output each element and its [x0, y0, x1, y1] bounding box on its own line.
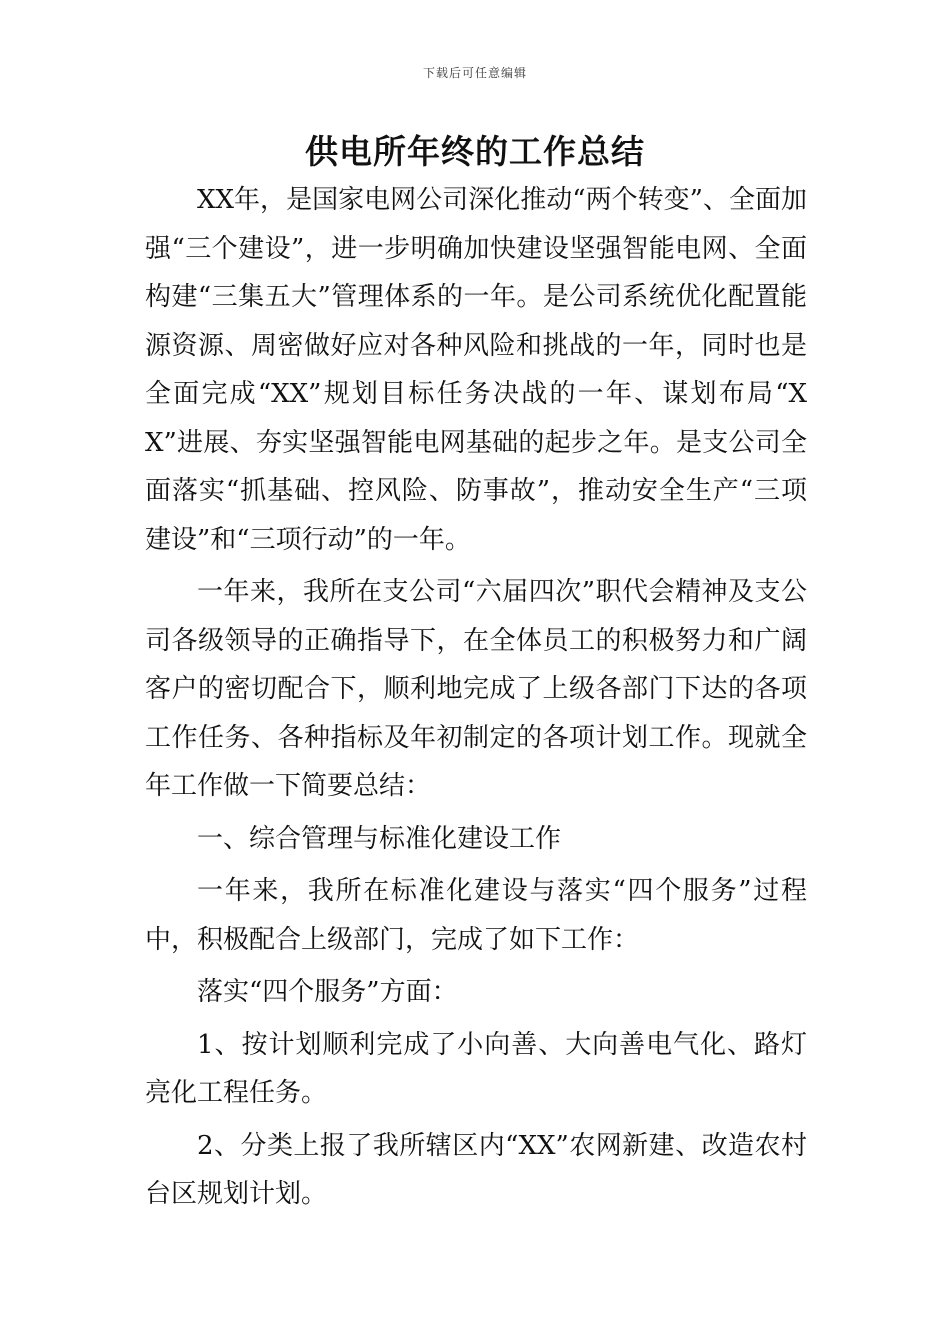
section-heading-1: 一、综合管理与标准化建设工作 [197, 823, 562, 854]
document-title: 供电所年终的工作总结 [305, 132, 645, 171]
paragraph-year-review: 一年来，我所在支公司“六届四次”职代会精神及支公司各级领导的正确指导下，在全体员工的积极努力和广阔客户的密切配合下，顺利地完成了上级各部门下达的各项工作任务、各种指标及年初制定的各项计划工作。现就全年工作做一下简要总结： [145, 577, 807, 801]
paragraph-intro: XX年，是国家电网公司深化推动“两个转变”、全面加强“三个建设”，进一步明确加快建设坚强智能电网、全面构建“三集五大”管理体系的一年。是公司系统优化配置能源资源、周密做好应对各种风险和挑战的一年，同时也是全面完成“XX”规划目标任务决战的一年、谋划布局“XX”进展、夯实坚强智能电网基础的起步之年。是支公司全面落实“抓基础、控风险、防事故”，推动安全生产“三项建设”和“三项行动”的一年。 [145, 185, 807, 555]
list-item-1: 1、按计划顺利完成了小向善、大向善电气化、路灯亮化工程任务。 [145, 1029, 807, 1108]
document-body [145, 176, 807, 1219]
paragraph-standardization: 一年来，我所在标准化建设与落实“四个服务”过程中，积极配合上级部门，完成了如下工作： [145, 876, 807, 955]
page-header-note: 下载后可任意编辑 [422, 66, 527, 80]
paragraph-four-services: 落实“四个服务”方面： [197, 977, 458, 1007]
list-item-2: 2、分类上报了我所辖区内“XX”农网新建、改造农村台区规划计划。 [145, 1130, 807, 1209]
